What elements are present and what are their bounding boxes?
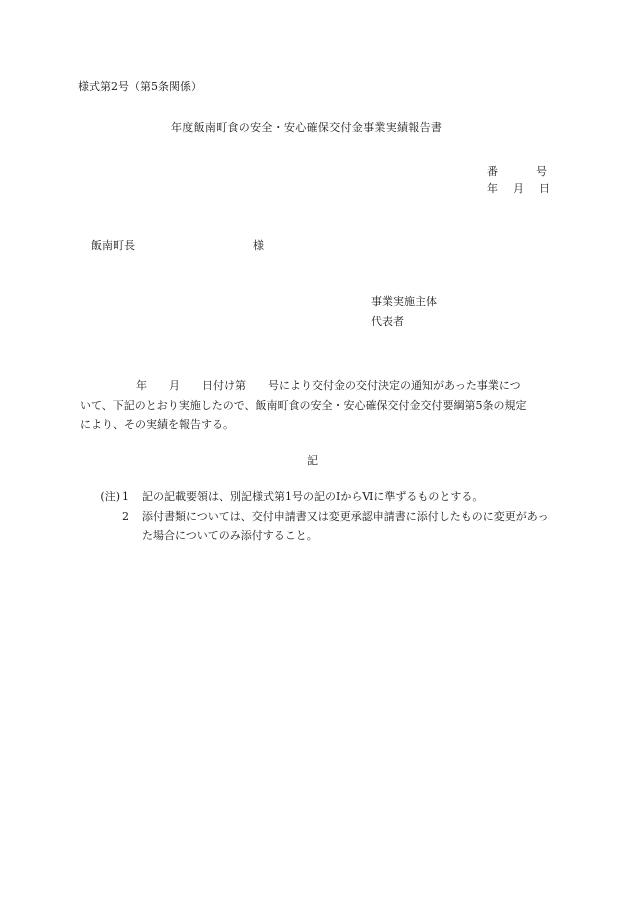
note-text: 記の記載要領は、別記様式第1号の記のⅠからⅥに準ずるものとする。 <box>142 490 484 503</box>
report-body <box>80 376 550 435</box>
form-number: 様式第2号（第5条関係） <box>78 80 202 93</box>
body-line-2: いて、下記のとおり実施したので、飯南町食の安全・安心確保交付金交付要綱第5条の規定 <box>80 398 527 412</box>
applicant-entity: 事業実施主体 <box>371 295 437 308</box>
addressee-name: 飯南町長 <box>91 239 135 252</box>
reference-go: 号 <box>536 165 547 178</box>
note-item <box>78 487 552 507</box>
note-text: 添付書類については、交付申請書又は変更承認申請書に添付したものに変更があった場合についてのみ添付すること。 <box>142 509 549 542</box>
reference-ban: 番 <box>487 165 498 178</box>
note-number: 2 <box>122 509 129 523</box>
note-item <box>78 507 552 546</box>
body-line-3: により、その実績を報告する。 <box>80 418 234 431</box>
document-title: 年度飯南町食の安全・安心確保交付金事業実績報告書 <box>171 121 443 134</box>
note-number: 1 <box>122 490 129 503</box>
reference-number <box>487 164 547 181</box>
date-year: 年 <box>487 182 498 195</box>
notes-label: (注) <box>100 490 120 503</box>
date-month: 月 <box>513 182 524 195</box>
notes-section <box>78 487 552 546</box>
addressee-honorific: 様 <box>253 239 264 252</box>
date-day: 日 <box>539 182 550 195</box>
ki-heading: 記 <box>307 454 318 467</box>
date-line <box>487 181 550 198</box>
applicant-representative: 代表者 <box>371 315 404 328</box>
body-line-1: 年 月 日付け第 号により交付金の交付決定の通知があった事業につ <box>136 379 521 392</box>
